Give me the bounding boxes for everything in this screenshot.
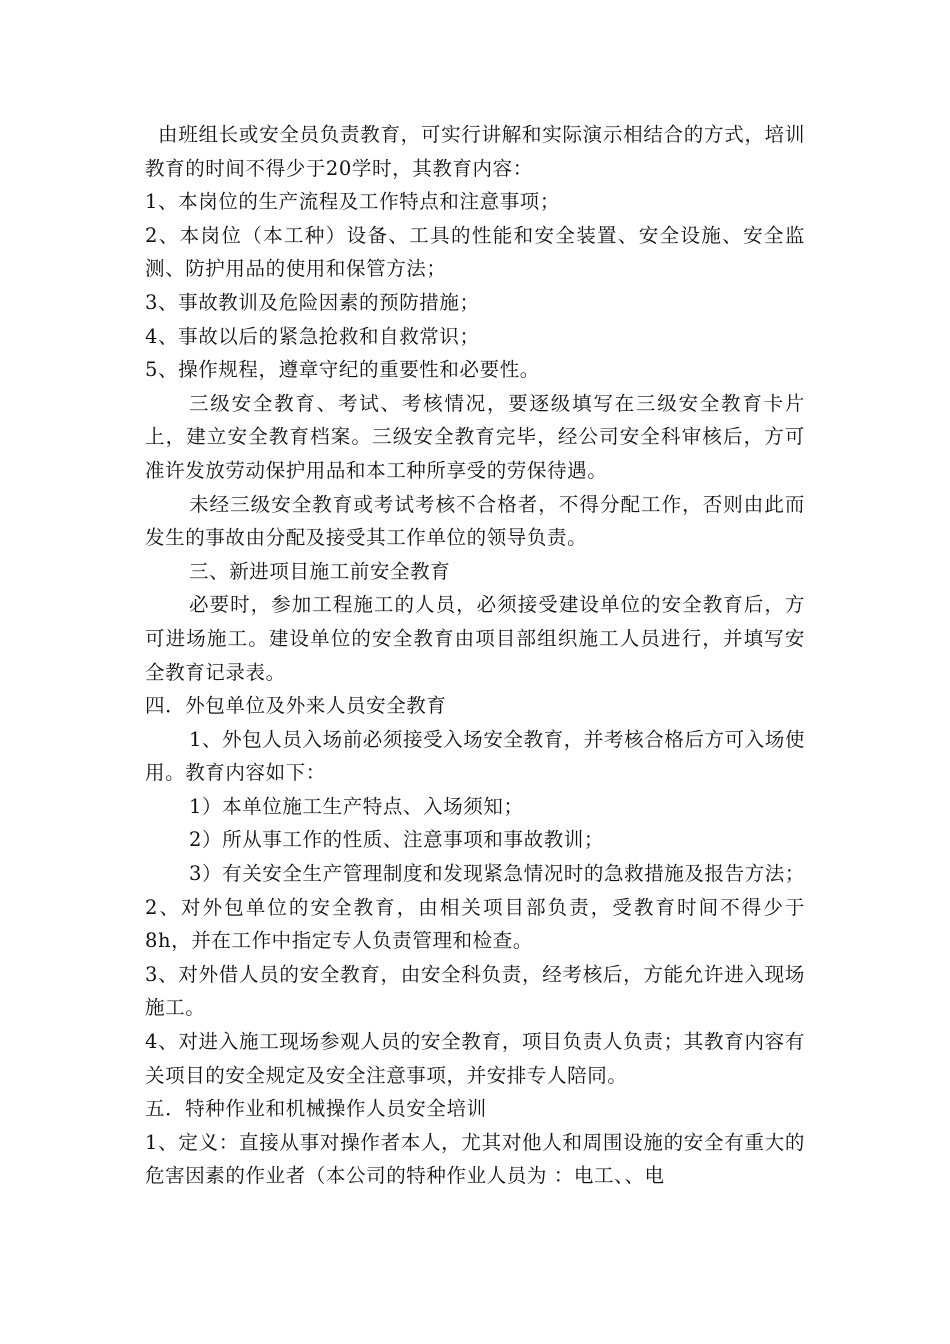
paragraph: 三级安全教育、考试、考核情况，要逐级填写在三级安全教育卡片上，建立安全教育档案。三级安全教育完毕，经公司安全科审核后，方可准许发放劳动保护用品和本工种所享受的劳保待遇。 [145, 391, 805, 482]
paragraph: 2、本岗位（本工种）设备、工具的性能和安全装置、安全设施、安全监测、防护用品的使用和保管方法； [145, 223, 805, 281]
paragraph: 必要时，参加工程施工的人员，必须接受建设单位的安全教育后，方可进场施工。建设单位的安全教育由项目部组织施工人员进行，并填写安全教育记录表。 [145, 593, 805, 684]
paragraph: 4、对进入施工现场参观人员的安全教育，项目负责人负责；其教育内容有关项目的安全规定及安全注意事项，并安排专人陪同。 [145, 1030, 805, 1087]
paragraph: 2）所从事工作的性质、注意事项和事故教训； [189, 828, 605, 852]
paragraph: 4、事故以后的紧急抢救和自救常识； [145, 324, 480, 348]
paragraph: 3、对外借人员的安全教育，由安全科负责，经考核后，方能允许进入现场施工。 [145, 962, 805, 1020]
paragraph: 四．外包单位及外来人员安全教育 [145, 694, 447, 718]
paragraph: 1、本岗位的生产流程及工作特点和注意事项； [145, 190, 561, 214]
paragraph: 由班组长或安全员负责教育，可实行讲解和实际演示相结合的方式，培训教育的时间不得少于20学时，其教育内容： [145, 123, 805, 180]
paragraph: 2、对外包单位的安全教育，由相关项目部负责，受教育时间不得少于8h，并在工作中指定专人负责管理和检查。 [145, 895, 805, 953]
paragraph: 5、操作规程，遵章守纪的重要性和必要性。 [145, 358, 540, 382]
paragraph: 三、新进项目施工前安全教育 [189, 559, 451, 583]
paragraph: 3）有关安全生产管理制度和发现紧急情况时的急救措施及报告方法； [189, 862, 806, 886]
paragraph: 1、定义：直接从事对操作者本人，尤其对他人和周围设施的安全有重大的危害因素的作业者（本公司的特种作业人员为 ：电工、、电 [145, 1130, 805, 1188]
paragraph: 3、事故教训及危险因素的预防措施； [145, 290, 480, 314]
paragraph: 未经三级安全教育或考试考核不合格者，不得分配工作，否则由此而发生的事故由分配及接受其工作单位的领导负责。 [145, 492, 805, 550]
document-body [145, 118, 805, 1193]
paragraph: 1）本单位施工生产特点、入场须知； [189, 794, 524, 818]
paragraph: 五．特种作业和机械操作人员安全培训 [145, 1097, 487, 1121]
paragraph: 1、外包人员入场前必须接受入场安全教育，并考核合格后方可入场使用。教育内容如下： [145, 727, 806, 785]
